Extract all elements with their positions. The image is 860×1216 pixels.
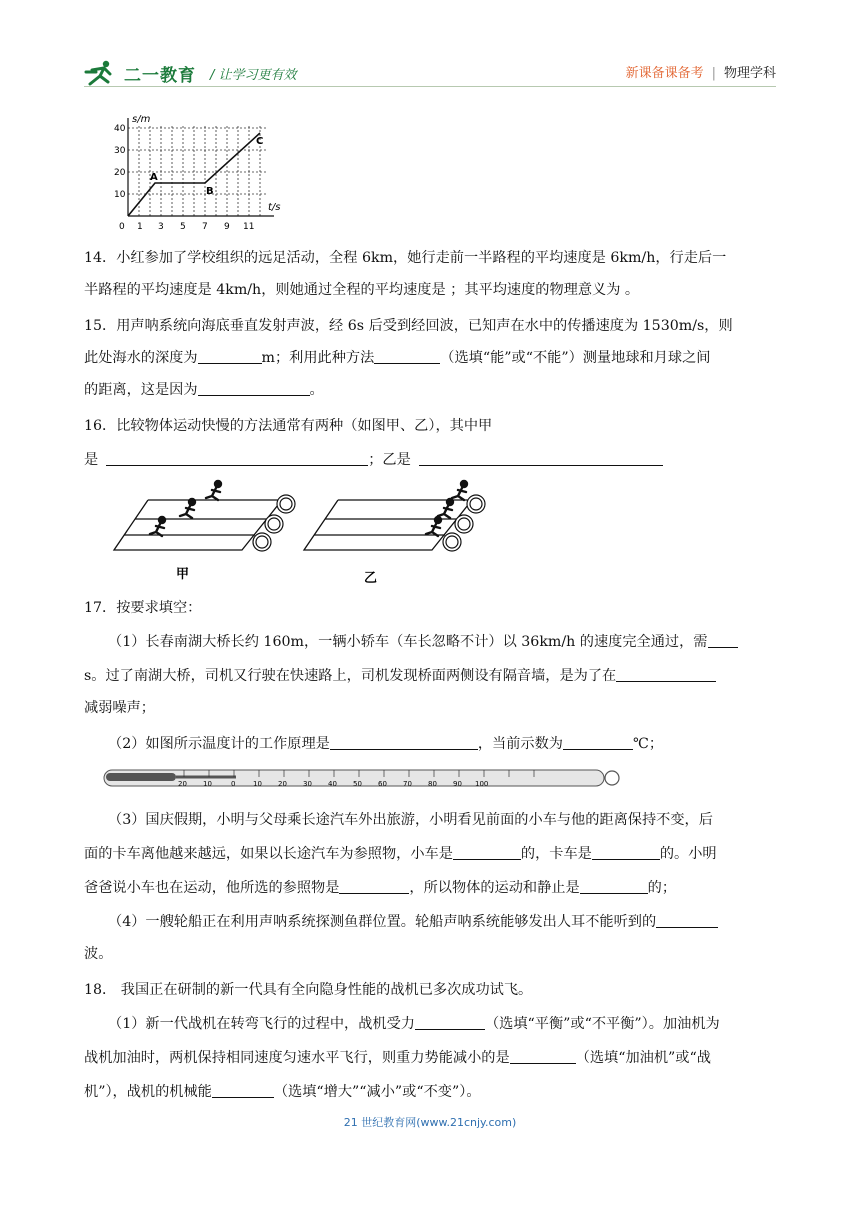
slogan: / 让学习更有效: [210, 67, 297, 83]
runner-logo-icon: [84, 60, 118, 86]
graph-x-tick: 1: [137, 222, 143, 232]
header-subject-name: 物理学科: [723, 66, 776, 81]
answer-blank[interactable]: [198, 349, 262, 364]
thermo-tick: 50: [353, 780, 362, 788]
q17-p1-line-3: 减弱噪声；: [84, 700, 155, 716]
thermo-tick: 70: [403, 780, 412, 788]
answer-blank[interactable]: [198, 381, 310, 396]
q18-line-3: [84, 1080, 776, 1104]
q17-text: 的，卡车是: [520, 846, 592, 862]
answer-blank[interactable]: [592, 845, 660, 860]
answer-blank[interactable]: [510, 1049, 576, 1064]
q18-text: （选填“增大”“减小”或“不变”）。: [273, 1084, 481, 1100]
runner-icon: [150, 481, 221, 536]
q18-text: 机”），战机的机械能: [84, 1084, 212, 1100]
q17-text: （4）一艘轮船正在利用声呐系统探测鱼群位置。轮船声呐系统能够发出人耳不能听到的: [108, 914, 657, 930]
q16-text: ；乙是: [368, 452, 411, 468]
thermo-tick: 30: [303, 780, 312, 788]
header-separator: |: [711, 66, 716, 81]
q17-text: ，当前示数为: [477, 736, 563, 752]
graph-y-label: s/m: [132, 114, 151, 125]
q17-title: 17．按要求填空：: [84, 600, 202, 616]
q17-p3-line-1: （3）国庆假期，小明与父母乘长途汽车外出旅游，小明看见前面的小车与他的距离保持不变，后: [108, 812, 713, 828]
q15-line-2: [84, 346, 776, 370]
q17-p4-line-1: [108, 910, 800, 934]
q17-p3-line-3: [84, 876, 776, 900]
graph-point-a: A: [150, 172, 158, 183]
answer-blank[interactable]: [453, 845, 521, 860]
answer-blank[interactable]: [106, 451, 368, 466]
q15-text: m；利用此种方法: [261, 350, 375, 366]
q17-text: 爸爸说小车也在运动，他所选的参照物是: [84, 880, 340, 896]
thermo-tick: 10: [203, 780, 212, 788]
q14-line-1: 14．小红参加了学校组织的远足活动，全程 6km，她行走前一半路程的平均速度是 6km/h，行走后一: [84, 250, 727, 266]
q15-line-1: 15．用声呐系统向海底垂直发射声波，经 6s 后受到经回波，已知声在水中的传播速度为 1530m/s，则: [84, 318, 733, 334]
thermo-tick: 0: [231, 780, 236, 788]
q16-line-2: [84, 448, 776, 472]
graph-x-tick: 11: [243, 222, 255, 232]
q17-text: （1）长春南湖大桥长约 160m，一辆小轿车（车长忽略不计）以 36km/h 的速度完全通过，需: [108, 634, 708, 650]
thermo-tick: 100: [475, 780, 489, 788]
answer-blank[interactable]: [419, 451, 663, 466]
figure-label-b: 乙: [364, 571, 378, 586]
graph-x-tick: 7: [202, 222, 208, 232]
graph-x-tick: 0: [119, 222, 125, 232]
q17-text: 面的卡车离他越来越远，如果以长途汽车为参照物，小车是: [84, 846, 453, 862]
q17-text: 的；: [647, 880, 677, 896]
q18-line-1: [108, 1012, 800, 1036]
answer-blank[interactable]: [656, 913, 718, 928]
thermo-tick: 80: [428, 780, 437, 788]
graph-x-tick: 5: [180, 222, 186, 232]
q17-p2: [108, 732, 800, 756]
header-course: 新课备课备考: [625, 66, 704, 81]
q18-line-2: [84, 1046, 776, 1070]
q17-text: （2）如图所示温度计的工作原理是: [108, 736, 330, 752]
answer-blank[interactable]: [563, 735, 633, 750]
q17-p1-line-2: [84, 664, 776, 688]
graph-x-tick: 3: [158, 222, 164, 232]
thermo-tick: 10: [253, 780, 262, 788]
q18-text: （1）新一代战机在转弯飞行的过程中，战机受力: [108, 1016, 415, 1032]
figure-label-a: 甲: [176, 567, 190, 582]
thermo-tick: 40: [328, 780, 337, 788]
q17-text: ，所以物体的运动和静止是: [409, 880, 580, 896]
q15-text: （选填“能”或“不能”）测量地球和月球之间: [440, 350, 711, 366]
thermo-tick: 20: [278, 780, 287, 788]
q15-text: 的距离，这是因为: [84, 382, 198, 398]
answer-blank[interactable]: [708, 633, 738, 648]
graph-y-tick: 10: [114, 190, 126, 200]
q17-p3-line-2: [84, 842, 776, 866]
answer-blank[interactable]: [330, 735, 478, 750]
logo-text: 二一教育: [124, 65, 196, 86]
q17-text: s。过了南湖大桥，司机又行驶在快速路上，司机发现桥面两侧设有隔音墙，是为了在: [84, 668, 617, 684]
header-subject: [626, 62, 776, 81]
q18-text: （选填“加油机”或“战: [575, 1050, 711, 1066]
answer-blank[interactable]: [339, 879, 409, 894]
thermo-tick: 20: [178, 780, 187, 788]
graph-y-tick: 30: [114, 146, 126, 156]
q16-text: 是: [84, 452, 99, 468]
q14-line-2: 半路程的平均速度是 4km/h，则她通过全程的平均速度是 ；其平均速度的物理意义为 。: [84, 282, 640, 298]
q17-text: ℃；: [632, 736, 664, 752]
graph-x-tick: 9: [224, 222, 230, 232]
footer-link[interactable]: 21 世纪教育网(www.21cnjy.com): [343, 1116, 517, 1129]
q18-text: 战机加油时，两机保持相同速度匀速水平飞行，则重力势能减小的是: [84, 1050, 510, 1066]
answer-blank[interactable]: [616, 667, 716, 682]
header-divider: [84, 86, 776, 87]
thermometer-figure: [100, 764, 630, 794]
answer-blank[interactable]: [580, 879, 648, 894]
q17-text: 的。小明: [659, 846, 717, 862]
s-t-graph: [108, 112, 288, 234]
q17-p1-line-1: [108, 630, 800, 654]
graph-x-label: t/s: [268, 202, 281, 213]
q18-title: 18． 我国正在研制的新一代具有全向隐身性能的战机已多次成功试飞。: [84, 982, 533, 998]
q16-line-1: 16．比较物体运动快慢的方法通常有两种（如图甲、乙），其中甲: [84, 418, 493, 434]
q15-text: 。: [309, 382, 324, 398]
answer-blank[interactable]: [415, 1015, 485, 1030]
header-brand: [84, 60, 297, 86]
q15-text: 此处海水的深度为: [84, 350, 198, 366]
thermo-tick: 90: [453, 780, 462, 788]
answer-blank[interactable]: [212, 1083, 274, 1098]
q18-text: （选填“平衡”或“不平衡”）。加油机为: [484, 1016, 720, 1032]
q15-line-3: [84, 378, 776, 402]
race-figure: [112, 478, 512, 588]
graph-y-tick: 40: [114, 124, 126, 134]
q17-p4-line-2: 波。: [84, 946, 113, 962]
answer-blank[interactable]: [374, 349, 440, 364]
thermo-tick: 60: [378, 780, 387, 788]
graph-point-b: B: [206, 186, 214, 197]
graph-y-tick: 20: [114, 168, 126, 178]
graph-point-c: C: [256, 136, 264, 147]
